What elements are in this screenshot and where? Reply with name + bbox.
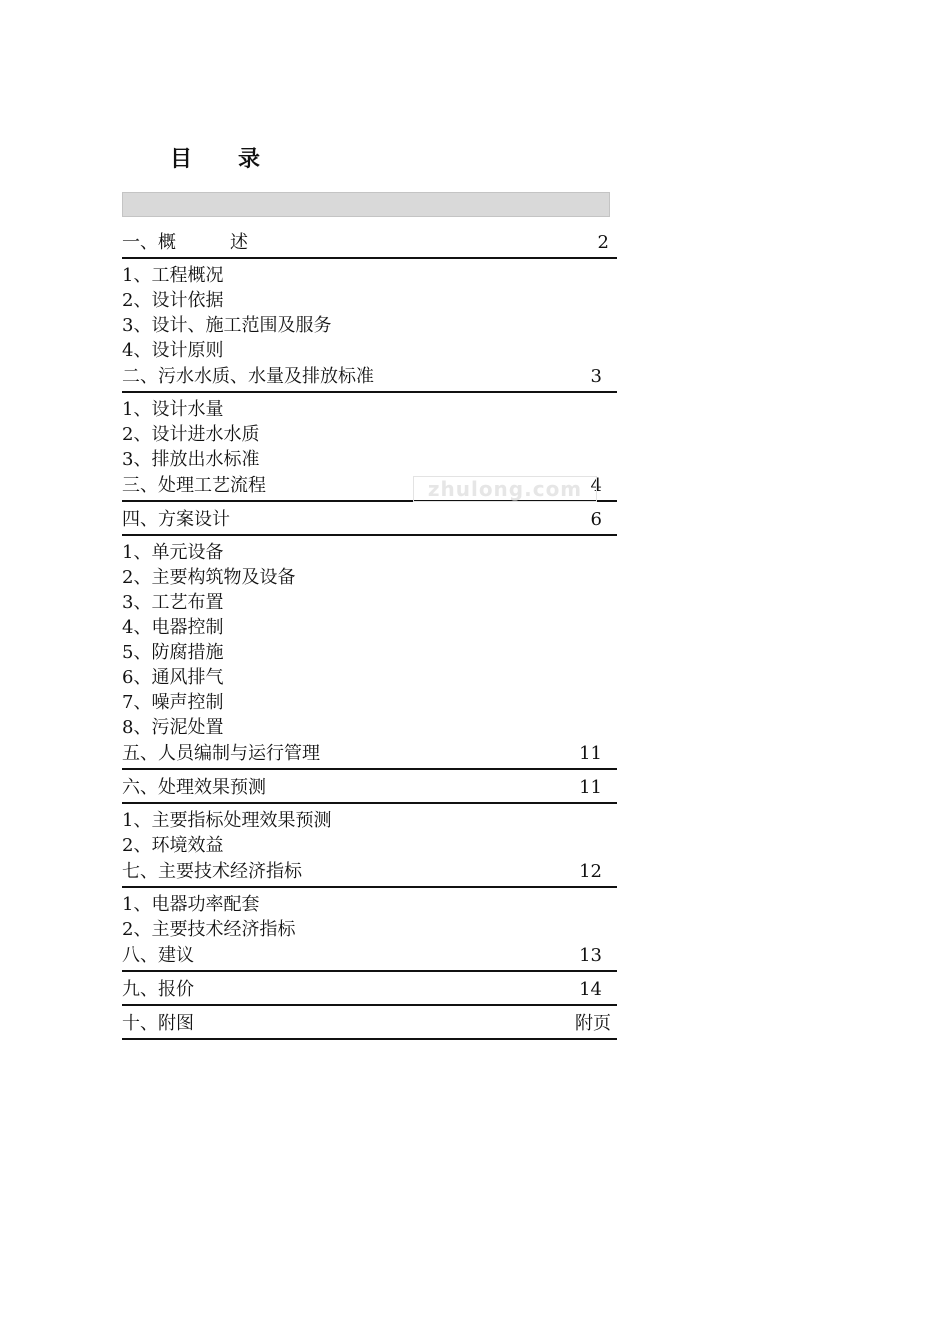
toc-section	[122, 976, 617, 1006]
toc-section	[122, 506, 617, 536]
toc-section	[122, 774, 617, 804]
toc-item: 7、噪声控制	[122, 692, 224, 713]
toc-section-label: 六、处理效果预测	[122, 777, 266, 798]
toc-section-label: 七、主要技术经济指标	[122, 861, 302, 882]
toc-section-label: 九、报价	[122, 979, 194, 1000]
toc-section-page: 6	[590, 509, 602, 530]
toc-section-page: 附页	[575, 1013, 611, 1034]
toc-section-page: 12	[579, 861, 602, 882]
toc-item: 3、工艺布置	[122, 592, 224, 613]
header-shaded-bar	[122, 192, 610, 217]
toc-section-page: 14	[579, 979, 602, 1000]
page-title: 目录	[170, 147, 307, 172]
toc-section-page: 11	[579, 743, 602, 764]
toc-section-label: 二、污水水质、水量及排放标准	[122, 366, 374, 387]
toc-item: 2、设计进水水质	[122, 424, 260, 445]
toc-item: 8、污泥处置	[122, 717, 224, 738]
toc-section-page: 2	[597, 232, 609, 253]
toc-item: 1、工程概况	[122, 265, 224, 286]
toc-item: 2、主要构筑物及设备	[122, 567, 296, 588]
table-of-contents	[122, 229, 617, 1044]
toc-section	[122, 858, 617, 888]
toc-item: 1、电器功率配套	[122, 894, 260, 915]
toc-section-label: 一、概 述	[122, 232, 248, 253]
toc-item: 2、环境效益	[122, 835, 224, 856]
toc-section	[122, 363, 617, 393]
toc-item: 1、主要指标处理效果预测	[122, 810, 332, 831]
toc-section-page: 3	[590, 366, 602, 387]
toc-item: 3、排放出水标准	[122, 449, 260, 470]
toc-section-label: 四、方案设计	[122, 509, 230, 530]
toc-section-page: 4	[590, 475, 602, 496]
toc-item: 4、电器控制	[122, 617, 224, 638]
toc-item: 4、设计原则	[122, 340, 224, 361]
toc-section	[122, 1010, 617, 1040]
toc-section	[122, 942, 617, 972]
toc-section-page: 11	[579, 777, 602, 798]
toc-item: 5、防腐措施	[122, 642, 224, 663]
toc-section-page: 13	[579, 945, 602, 966]
toc-item: 1、单元设备	[122, 542, 224, 563]
toc-item: 3、设计、施工范围及服务	[122, 315, 332, 336]
toc-item: 2、设计依据	[122, 290, 224, 311]
toc-section	[122, 229, 617, 259]
watermark-logo: zhulong.com	[413, 476, 597, 502]
toc-section-label: 五、人员编制与运行管理	[122, 743, 320, 764]
toc-section	[122, 740, 617, 770]
toc-item: 2、主要技术经济指标	[122, 919, 296, 940]
toc-item: 6、通风排气	[122, 667, 224, 688]
toc-section-label: 八、建议	[122, 945, 194, 966]
toc-item: 1、设计水量	[122, 399, 224, 420]
toc-section-label: 三、处理工艺流程	[122, 475, 266, 496]
toc-section-label: 十、附图	[122, 1013, 194, 1034]
